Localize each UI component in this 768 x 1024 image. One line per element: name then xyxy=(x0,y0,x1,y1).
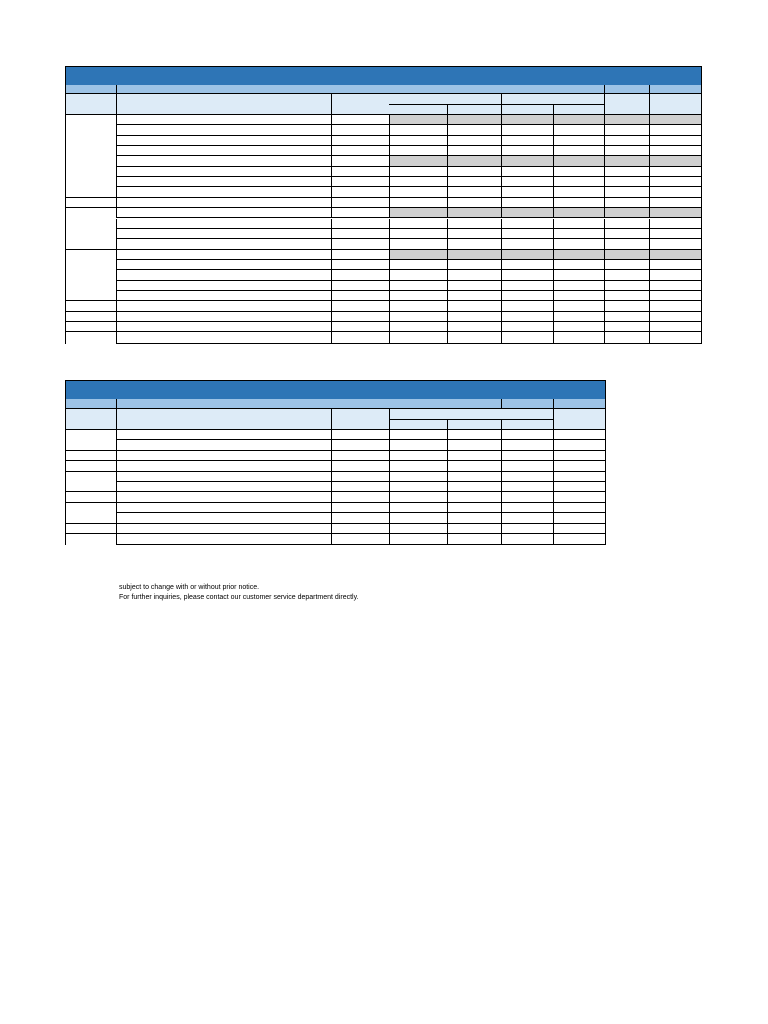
table-cell xyxy=(447,461,501,470)
table-cell xyxy=(331,301,389,310)
table-cell xyxy=(389,291,447,300)
table-cell xyxy=(604,281,649,290)
table-cell xyxy=(331,167,389,176)
table-cell xyxy=(116,503,331,512)
table-cell xyxy=(553,167,604,176)
table-cell xyxy=(604,322,649,331)
table-row xyxy=(66,260,701,270)
table-cell xyxy=(389,492,447,501)
table-cell xyxy=(604,167,649,176)
table-cell xyxy=(501,198,553,207)
table-cell xyxy=(604,198,649,207)
table-cell xyxy=(501,115,553,124)
table-cell xyxy=(501,513,553,522)
table-cell xyxy=(389,451,447,460)
table-cell xyxy=(116,187,331,196)
table-row xyxy=(66,198,701,208)
table-cell xyxy=(331,430,389,439)
table-cell xyxy=(501,156,553,165)
table-cell xyxy=(553,451,605,460)
table-cell xyxy=(649,208,701,217)
table-cell xyxy=(501,229,553,238)
table-cell xyxy=(331,156,389,165)
table-cell xyxy=(447,167,501,176)
table-cell xyxy=(331,312,389,321)
table-1-title-bar xyxy=(66,67,701,86)
table-cell xyxy=(447,229,501,238)
table-cell xyxy=(553,229,604,238)
table-cell xyxy=(389,229,447,238)
table-row xyxy=(66,534,605,544)
table-cell xyxy=(553,482,605,491)
table-cell xyxy=(389,250,447,259)
table-cell xyxy=(389,115,447,124)
table-cell xyxy=(389,482,447,491)
table-cell xyxy=(116,167,331,176)
table-cell xyxy=(553,260,604,269)
table-row xyxy=(66,482,605,492)
table-cell xyxy=(553,270,604,279)
table-cell xyxy=(447,270,501,279)
table-cell xyxy=(553,440,605,449)
table-row xyxy=(66,167,701,177)
table-cell xyxy=(553,472,605,481)
table-cell xyxy=(553,115,604,124)
table-cell xyxy=(389,198,447,207)
table-cell xyxy=(649,322,701,331)
table-cell xyxy=(116,270,331,279)
table-cell xyxy=(604,270,649,279)
table-cell xyxy=(501,125,553,134)
table-cell xyxy=(501,270,553,279)
table-cell xyxy=(649,146,701,155)
table-cell xyxy=(331,229,389,238)
table-cell xyxy=(389,332,447,342)
table-cell xyxy=(447,440,501,449)
table-cell xyxy=(501,177,553,186)
table-row xyxy=(66,430,605,440)
table-cell xyxy=(501,260,553,269)
table-cell xyxy=(553,281,604,290)
table-cell xyxy=(389,260,447,269)
table-cell xyxy=(116,125,331,134)
table-cell xyxy=(501,301,553,310)
table-cell xyxy=(116,198,331,207)
table-cell xyxy=(501,524,553,533)
table-row xyxy=(66,187,701,197)
table-cell xyxy=(553,534,605,544)
price-table-1 xyxy=(65,66,702,344)
table-cell xyxy=(501,492,553,501)
table-cell xyxy=(553,208,604,217)
table-cell xyxy=(649,229,701,238)
table-cell xyxy=(649,136,701,145)
table-cell xyxy=(389,440,447,449)
table-cell xyxy=(331,482,389,491)
table-cell xyxy=(389,177,447,186)
table-cell xyxy=(553,219,604,228)
table-cell xyxy=(501,534,553,544)
table-cell xyxy=(447,187,501,196)
table-2-title-bar xyxy=(66,381,605,400)
table-1-subheader-row xyxy=(66,85,701,94)
table-cell xyxy=(649,115,701,124)
table-cell xyxy=(501,503,553,512)
table-cell xyxy=(447,250,501,259)
table-1-column-header xyxy=(66,94,701,115)
table-cell xyxy=(447,177,501,186)
table-cell xyxy=(116,301,331,310)
table-cell xyxy=(389,301,447,310)
table-cell xyxy=(116,461,331,470)
table-cell xyxy=(501,281,553,290)
table-cell xyxy=(447,534,501,544)
table-row xyxy=(66,115,701,125)
table-cell xyxy=(389,187,447,196)
table-cell xyxy=(447,312,501,321)
table-cell xyxy=(116,229,331,238)
table-cell xyxy=(649,177,701,186)
table-cell xyxy=(389,430,447,439)
footnote-contact: For further inquiries, please contact our customer service department directly. xyxy=(119,594,359,601)
table-cell xyxy=(116,430,331,439)
table-cell xyxy=(389,281,447,290)
table-cell xyxy=(447,136,501,145)
table-cell xyxy=(447,281,501,290)
table-cell xyxy=(501,219,553,228)
table-cell xyxy=(331,208,389,217)
table-row xyxy=(66,177,701,187)
table-cell xyxy=(331,177,389,186)
table-cell xyxy=(553,503,605,512)
table-cell xyxy=(649,332,701,342)
table-cell xyxy=(553,125,604,134)
table-cell xyxy=(649,239,701,248)
table-cell xyxy=(116,322,331,331)
table-cell xyxy=(501,322,553,331)
table-cell xyxy=(116,260,331,269)
table-cell xyxy=(604,250,649,259)
table-row xyxy=(66,322,701,332)
table-row xyxy=(66,332,701,342)
table-cell xyxy=(553,198,604,207)
table-cell xyxy=(331,451,389,460)
table-cell xyxy=(553,250,604,259)
table-cell xyxy=(331,503,389,512)
table-row xyxy=(66,524,605,534)
table-cell xyxy=(447,198,501,207)
table-cell xyxy=(501,291,553,300)
table-cell xyxy=(501,332,553,342)
table-cell xyxy=(501,312,553,321)
table-cell xyxy=(604,260,649,269)
table-row xyxy=(66,125,701,135)
table-row xyxy=(66,270,701,280)
table-cell xyxy=(649,198,701,207)
table-row xyxy=(66,312,701,322)
table-cell xyxy=(331,136,389,145)
table-cell xyxy=(604,136,649,145)
table-cell xyxy=(116,115,331,124)
table-cell xyxy=(331,322,389,331)
table-cell xyxy=(389,472,447,481)
table-cell xyxy=(331,115,389,124)
table-cell xyxy=(501,208,553,217)
table-cell xyxy=(604,332,649,342)
table-cell xyxy=(501,482,553,491)
table-cell xyxy=(604,301,649,310)
table-cell xyxy=(604,291,649,300)
table-cell xyxy=(116,513,331,522)
table-cell xyxy=(649,281,701,290)
table-cell xyxy=(331,472,389,481)
table-row xyxy=(66,451,605,461)
table-cell xyxy=(501,440,553,449)
footnote-notice: subject to change with or without prior notice. xyxy=(119,584,260,591)
table-row xyxy=(66,503,605,513)
table-2-subheader-row xyxy=(66,399,605,409)
table-cell xyxy=(331,524,389,533)
table-cell xyxy=(553,430,605,439)
table-cell xyxy=(331,332,389,342)
table-row xyxy=(66,136,701,146)
table-cell xyxy=(604,156,649,165)
table-cell xyxy=(447,524,501,533)
table-cell xyxy=(331,146,389,155)
table-cell xyxy=(447,301,501,310)
table-cell xyxy=(331,461,389,470)
table-cell xyxy=(331,492,389,501)
table-cell xyxy=(447,208,501,217)
table-cell xyxy=(604,229,649,238)
table-cell xyxy=(116,208,331,217)
table-cell xyxy=(331,125,389,134)
table-cell xyxy=(649,219,701,228)
table-cell xyxy=(604,187,649,196)
table-cell xyxy=(447,239,501,248)
table-cell xyxy=(389,167,447,176)
table-cell xyxy=(389,322,447,331)
table-cell xyxy=(649,125,701,134)
table-cell xyxy=(501,430,553,439)
table-row xyxy=(66,461,605,471)
table-row xyxy=(66,281,701,291)
table-cell xyxy=(553,322,604,331)
table-cell xyxy=(331,281,389,290)
table-cell xyxy=(501,146,553,155)
table-cell xyxy=(389,513,447,522)
table-cell xyxy=(116,451,331,460)
table-cell xyxy=(116,482,331,491)
table-cell xyxy=(331,513,389,522)
table-row xyxy=(66,208,701,218)
table-cell xyxy=(447,219,501,228)
table-cell xyxy=(649,260,701,269)
table-cell xyxy=(501,451,553,460)
table-cell xyxy=(389,461,447,470)
table-row xyxy=(66,146,701,156)
table-cell xyxy=(447,260,501,269)
table-cell xyxy=(553,146,604,155)
table-cell xyxy=(447,482,501,491)
table-cell xyxy=(649,187,701,196)
table-cell xyxy=(331,260,389,269)
table-cell xyxy=(116,239,331,248)
table-cell xyxy=(649,167,701,176)
table-row xyxy=(66,239,701,249)
table-cell xyxy=(389,270,447,279)
table-cell xyxy=(553,187,604,196)
table-cell xyxy=(553,239,604,248)
table-cell xyxy=(389,156,447,165)
table-cell xyxy=(447,492,501,501)
table-cell xyxy=(501,461,553,470)
table-cell xyxy=(331,198,389,207)
table-cell xyxy=(331,291,389,300)
table-row xyxy=(66,219,701,229)
table-cell xyxy=(604,115,649,124)
table-cell xyxy=(604,125,649,134)
table-cell xyxy=(116,146,331,155)
table-row xyxy=(66,156,701,166)
table-cell xyxy=(553,524,605,533)
table-cell xyxy=(553,301,604,310)
table-cell xyxy=(604,146,649,155)
table-cell xyxy=(331,239,389,248)
table-cell xyxy=(447,291,501,300)
table-row xyxy=(66,229,701,239)
table-cell xyxy=(116,177,331,186)
table-cell xyxy=(501,167,553,176)
table-cell xyxy=(501,250,553,259)
table-cell xyxy=(116,524,331,533)
table-cell xyxy=(447,146,501,155)
table-cell xyxy=(116,492,331,501)
table-cell xyxy=(447,322,501,331)
table-cell xyxy=(447,451,501,460)
table-cell xyxy=(331,250,389,259)
table-cell xyxy=(331,219,389,228)
table-row xyxy=(66,291,701,301)
table-cell xyxy=(649,291,701,300)
table-cell xyxy=(604,312,649,321)
table-cell xyxy=(389,239,447,248)
table-cell xyxy=(389,312,447,321)
table-cell xyxy=(553,291,604,300)
table-cell xyxy=(604,219,649,228)
table-cell xyxy=(553,461,605,470)
table-cell xyxy=(116,156,331,165)
table-cell xyxy=(501,472,553,481)
table-cell xyxy=(604,208,649,217)
table-cell xyxy=(501,187,553,196)
table-cell xyxy=(331,440,389,449)
table-row xyxy=(66,472,605,482)
table-cell xyxy=(389,125,447,134)
table-cell xyxy=(604,177,649,186)
price-table-2 xyxy=(65,380,606,545)
table-cell xyxy=(389,136,447,145)
table-cell xyxy=(447,125,501,134)
table-cell xyxy=(389,503,447,512)
table-cell xyxy=(649,250,701,259)
table-cell xyxy=(447,332,501,342)
table-cell xyxy=(649,301,701,310)
table-cell xyxy=(447,430,501,439)
table-cell xyxy=(389,208,447,217)
table-row xyxy=(66,250,701,260)
table-cell xyxy=(331,534,389,544)
table-cell xyxy=(553,156,604,165)
table-cell xyxy=(501,239,553,248)
table-cell xyxy=(553,332,604,342)
table-cell xyxy=(389,524,447,533)
table-cell xyxy=(501,136,553,145)
table-cell xyxy=(553,492,605,501)
table-cell xyxy=(116,472,331,481)
table-cell xyxy=(116,219,331,228)
table-cell xyxy=(604,239,649,248)
table-cell xyxy=(649,270,701,279)
table-row xyxy=(66,513,605,523)
table-cell xyxy=(116,440,331,449)
table-cell xyxy=(116,250,331,259)
table-row xyxy=(66,301,701,311)
table-cell xyxy=(553,136,604,145)
table-cell xyxy=(116,136,331,145)
table-cell xyxy=(649,156,701,165)
table-cell xyxy=(331,187,389,196)
table-cell xyxy=(447,156,501,165)
table-2-column-header xyxy=(66,409,605,430)
table-cell xyxy=(447,115,501,124)
table-row xyxy=(66,440,605,450)
table-cell xyxy=(447,513,501,522)
table-cell xyxy=(553,177,604,186)
table-cell xyxy=(116,332,331,342)
table-row xyxy=(66,492,605,502)
table-cell xyxy=(447,472,501,481)
table-cell xyxy=(116,534,331,544)
table-cell xyxy=(649,312,701,321)
table-cell xyxy=(553,513,605,522)
table-cell xyxy=(116,291,331,300)
table-cell xyxy=(389,146,447,155)
table-cell xyxy=(389,534,447,544)
table-cell xyxy=(553,312,604,321)
table-cell xyxy=(331,270,389,279)
table-cell xyxy=(447,503,501,512)
table-cell xyxy=(389,219,447,228)
table-cell xyxy=(116,312,331,321)
table-cell xyxy=(116,281,331,290)
